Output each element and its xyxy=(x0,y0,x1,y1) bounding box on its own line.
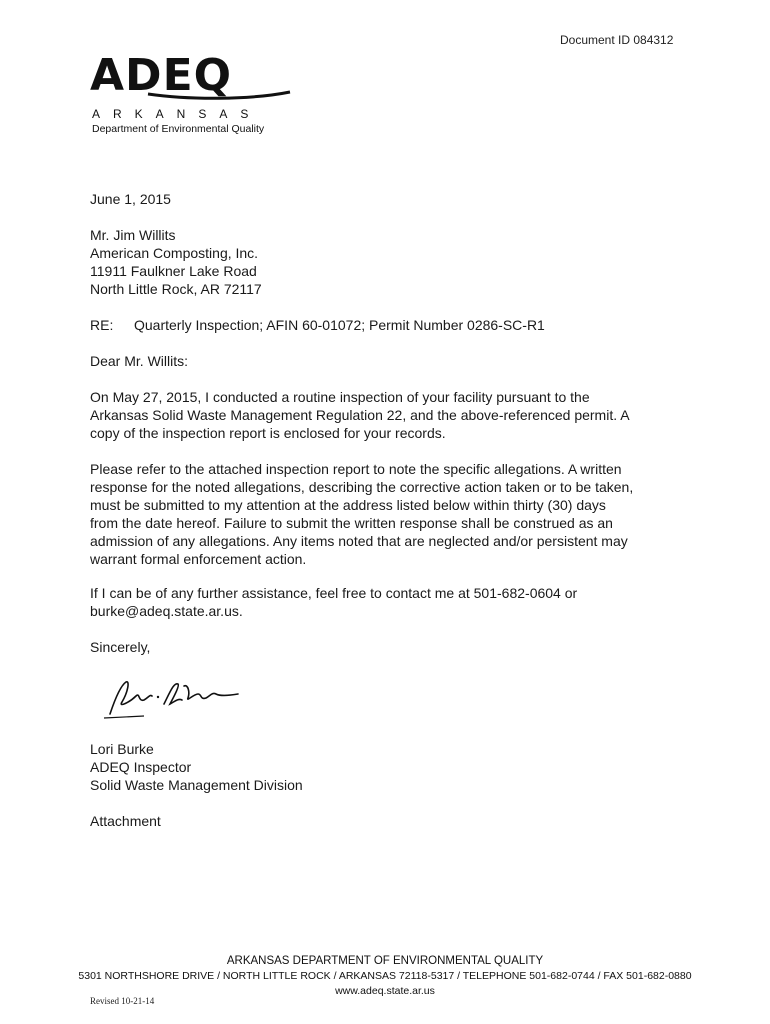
paragraph-line: If I can be of any further assistance, feel free to contact me at 501-682-0604 or xyxy=(90,585,578,601)
recipient-name: Mr. Jim Willits xyxy=(90,227,176,243)
paragraph-allegations xyxy=(90,460,690,568)
logo-wordmark: ADEQ xyxy=(90,50,233,101)
logo-swoosh-icon xyxy=(140,56,300,106)
footer-org: ARKANSAS DEPARTMENT OF ENVIRONMENTAL QUALITY xyxy=(226,955,544,967)
subject-text: Quarterly Inspection; AFIN 60-01072; Permit Number 0286-SC-R1 xyxy=(134,317,545,333)
signature-icon xyxy=(100,672,250,722)
subject-line xyxy=(90,316,690,334)
signature-block xyxy=(90,740,690,794)
paragraph-line: response for the noted allegations, describing the corrective action taken or to be taken, xyxy=(90,479,634,495)
salutation: Dear Mr. Willits: xyxy=(90,353,188,369)
signer-division: Solid Waste Management Division xyxy=(90,777,303,793)
footer-address: 5301 NORTHSHORE DRIVE / NORTH LITTLE ROCK / ARKANSAS 72118-5317 / TELEPHONE 501-682-0744 / FAX 501-682-0880 xyxy=(78,970,692,982)
subject-label: RE: xyxy=(90,317,114,333)
paragraph-line: must be submitted to my attention at the address listed below within thirty (30) days xyxy=(90,497,606,513)
letterhead-footer xyxy=(0,954,770,999)
recipient-street: 11911 Faulkner Lake Road xyxy=(90,263,257,279)
logo-state: ARKANSAS xyxy=(92,107,262,121)
recipient-address xyxy=(90,226,690,298)
document-id: Document ID 084312 xyxy=(560,33,674,47)
paragraph-line: burke@adeq.state.ar.us. xyxy=(90,603,243,619)
attachment-note: Attachment xyxy=(90,813,161,829)
paragraph-line: On May 27, 2015, I conducted a routine inspection of your facility pursuant to the xyxy=(90,389,590,405)
closing: Sincerely, xyxy=(90,639,151,655)
recipient-city: North Little Rock, AR 72117 xyxy=(90,281,262,297)
footer-website: www.adeq.state.ar.us xyxy=(335,985,435,997)
adeq-logo xyxy=(90,52,300,142)
signer-title: ADEQ Inspector xyxy=(90,759,192,775)
paragraph-line: Arkansas Solid Waste Management Regulation 22, and the above-referenced permit. A xyxy=(90,407,630,423)
paragraph-line: Please refer to the attached inspection report to note the specific allegations. A written xyxy=(90,461,622,477)
paragraph-line: warrant formal enforcement action. xyxy=(90,551,307,567)
letter-date: June 1, 2015 xyxy=(90,191,171,207)
paragraph-line: copy of the inspection report is enclosed for your records. xyxy=(90,425,446,441)
paragraph-inspection xyxy=(90,388,690,442)
recipient-company: American Composting, Inc. xyxy=(90,245,259,261)
paragraph-line: from the date hereof. Failure to submit the written response shall be construed as an xyxy=(90,515,613,531)
revised-date: Revised 10-21-14 xyxy=(90,996,155,1006)
paragraph-contact xyxy=(90,584,690,620)
paragraph-line: admission of any allegations. Any items noted that are neglected and/or persistent may xyxy=(90,533,628,549)
signer-name: Lori Burke xyxy=(90,741,154,757)
logo-department: Department of Environmental Quality xyxy=(92,123,265,135)
